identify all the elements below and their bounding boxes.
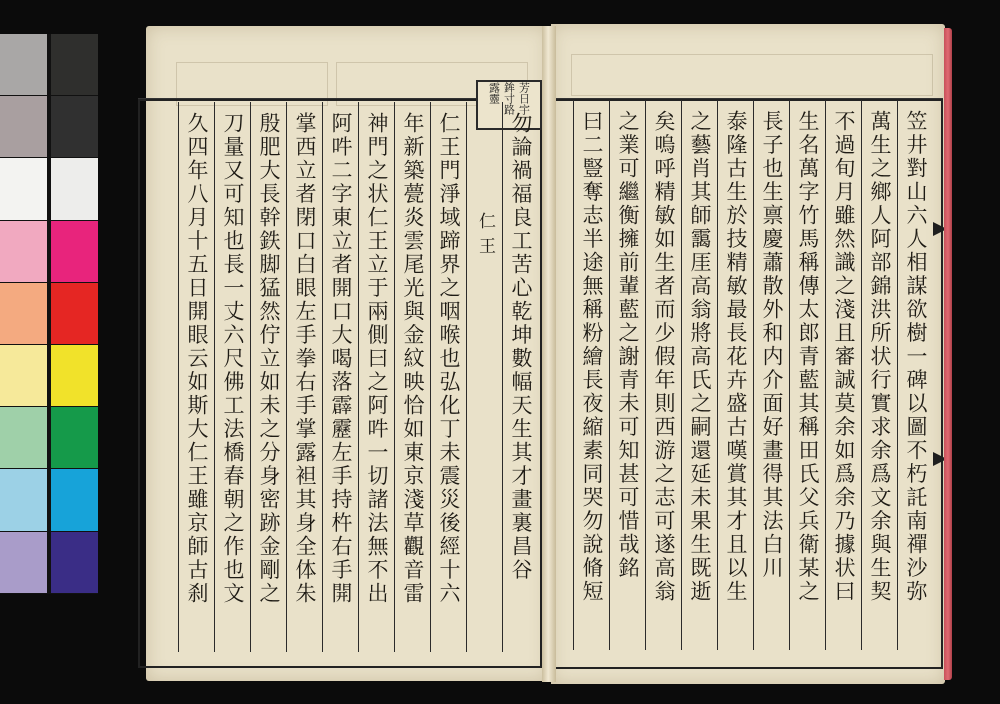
text-column: 萬生之鄉人阿部錦洪所状行實求余爲文余與生契 [868, 110, 892, 604]
left-page [146, 26, 548, 681]
column-rule [322, 102, 323, 652]
color-swatch [0, 283, 47, 344]
color-swatch [0, 407, 47, 468]
column-rule [466, 102, 467, 652]
column-rule [214, 102, 215, 652]
column-rule [645, 100, 646, 650]
right-page-header-rule [553, 98, 943, 99]
text-column: 曰二豎奪志半途無稱粉繪長夜縮素同哭勿說脩短 [580, 110, 604, 604]
text-column: 不過旬月雖然識之淺且審誠莫余如爲余乃據状曰 [832, 110, 856, 604]
column-rule [430, 102, 431, 652]
column-rule [250, 102, 251, 652]
text-column: 殷肥大長幹鉄脚猛然佇立如未之分身密跡金剛之 [257, 112, 281, 606]
text-column: 阿吽二字東立者開口大喝落霹靂左手持杵右手開 [329, 112, 353, 606]
text-column: 生名萬字竹馬稱傳太郎青藍其稱田氏父兵衛某之 [796, 110, 820, 604]
text-column: 刀量又可知也長一丈六尺佛工法橋春朝之作也文 [221, 112, 245, 606]
color-swatch [51, 345, 98, 406]
column-rule [358, 102, 359, 652]
color-swatch [0, 532, 47, 593]
text-column: 長子也生禀慶蕭散外和内介面好畫得其法白川 [760, 110, 784, 580]
color-swatch [51, 34, 98, 95]
color-swatch [51, 469, 98, 530]
book-edge [944, 28, 952, 680]
column-rule [825, 100, 826, 650]
column-rule [861, 100, 862, 650]
book-gutter [542, 26, 556, 682]
color-swatch [51, 221, 98, 282]
text-column: 之藝肖其師靄厓高翁將高氏之嗣還延未果生既逝 [688, 110, 712, 604]
column-rule [573, 100, 574, 650]
section-heading: 仁王 [475, 212, 495, 262]
color-swatch [0, 345, 47, 406]
color-swatch [0, 158, 47, 219]
text-column: 泰隆古生於技精敏最長花卉盛古嘆賞其才且以生 [724, 110, 748, 604]
column-rule [394, 102, 395, 652]
column-rule [286, 102, 287, 652]
column-rule [609, 100, 610, 650]
color-swatch [51, 532, 98, 593]
text-column: 之業可繼衡擁前輩藍之謝青未可知甚可惜哉銘 [616, 110, 640, 580]
column-rule [753, 100, 754, 650]
color-swatch [0, 96, 47, 157]
column-rule [717, 100, 718, 650]
column-rule [897, 100, 898, 650]
text-column: 笠井對山六人相謀欲樹一碑以圖不朽託南禪沙弥 [904, 110, 928, 604]
right-page-body [565, 110, 931, 655]
color-swatch [0, 469, 47, 530]
text-column: 勿論禍福良工苦心乾坤數幅天生其才畫裏昌谷 [509, 112, 533, 582]
color-swatch [51, 158, 98, 219]
text-column: 年新築甍炎雲尾光與金紋映恰如東京淺草觀音雷 [401, 112, 425, 606]
color-swatch [51, 407, 98, 468]
seal-line: 鉾寸路 [502, 82, 516, 115]
text-column: 仁王門淨域蹄界之咽喉也弘化丁未震災後經十六 [437, 112, 461, 606]
text-column: 久四年八月十五日開眼云如斯大仁王雖京師古刹 [185, 112, 209, 606]
left-page-body [158, 112, 538, 657]
color-swatch [51, 283, 98, 344]
text-column: 掌西立者閉口白眼左手拳右手掌露袒其身全体朱 [293, 112, 317, 606]
column-rule [681, 100, 682, 650]
color-swatch [51, 96, 98, 157]
color-swatch [0, 34, 47, 95]
seal-line: 露靈 [487, 82, 501, 104]
column-rule [178, 102, 179, 652]
color-swatch [0, 221, 47, 282]
column-rule [789, 100, 790, 650]
column-rule [502, 102, 503, 652]
color-calibration-strip [0, 34, 98, 594]
right-page [551, 24, 945, 684]
text-column: 神門之状仁王立于兩側曰之阿吽一切諸法無不出 [365, 112, 389, 606]
text-column: 矣嗚呼精敏如生者而少假年則西游之志可遂高翁 [652, 110, 676, 604]
seal-line: 芳日宇 [517, 82, 531, 115]
